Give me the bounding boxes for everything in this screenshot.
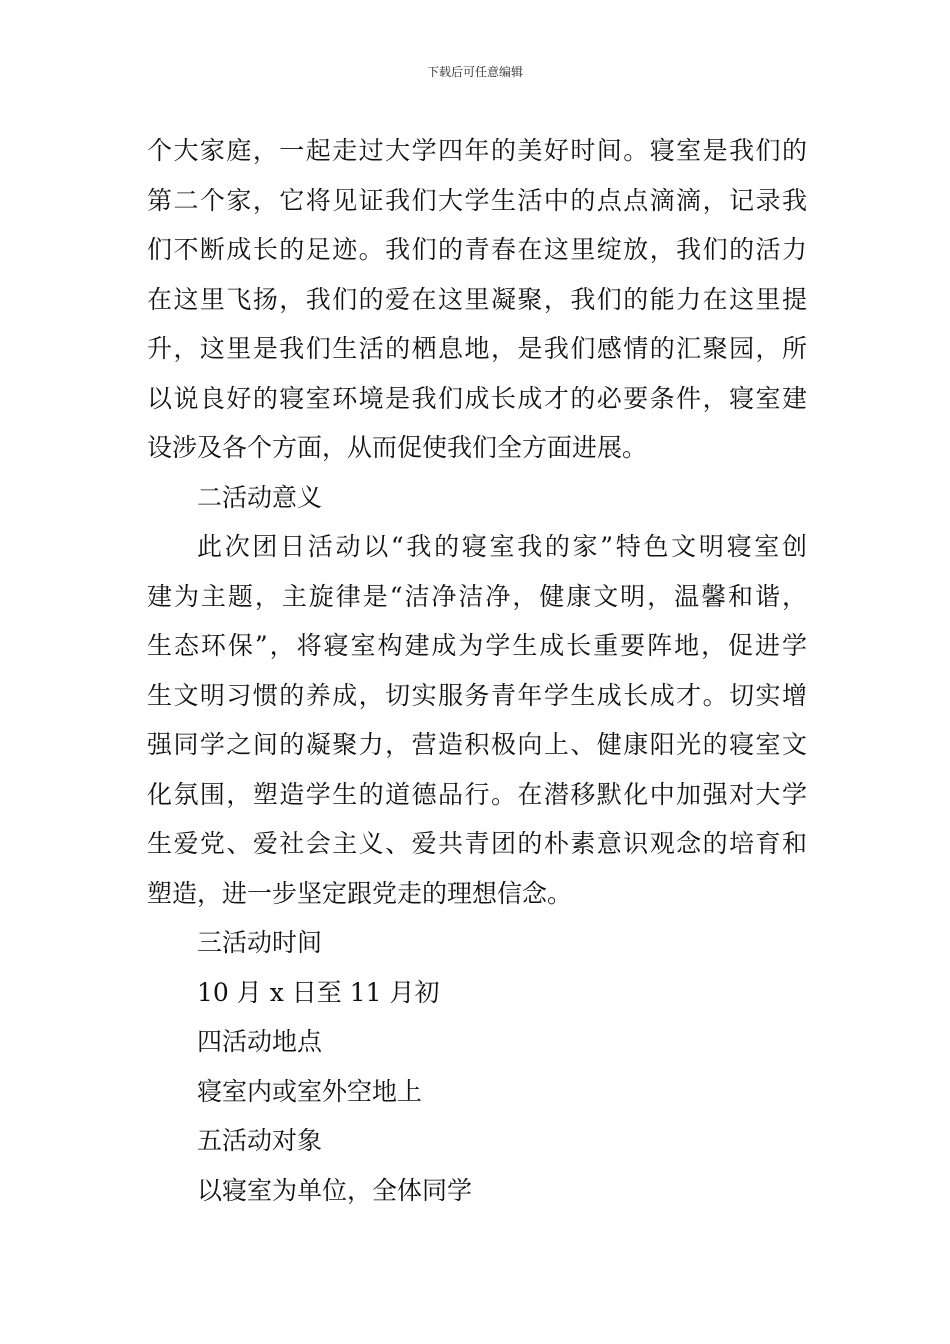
text-line: 生爱党、爱社会主义、爱共青团的朴素意识观念的培育和 [147, 829, 807, 858]
text-line: 第二个家，它将见证我们大学生活中的点点滴滴，记录我 [147, 185, 807, 215]
section-heading-time: 三活动时间 [197, 928, 323, 957]
text-line: 们不断成长的足迹。我们的青春在这里绽放，我们的活力 [147, 235, 807, 264]
text-line: 建为主题，主旋律是“洁净洁净，健康文明，温馨和谐， [147, 581, 807, 611]
text-line: 在这里飞扬，我们的爱在这里凝聚，我们的能力在这里提 [147, 284, 807, 314]
paragraph-intro [147, 126, 807, 473]
text-line: 强同学之间的凝聚力，营造积极向上、健康阳光的寝室文 [147, 730, 807, 759]
text-line: 生态环保”，将寝室构建成为学生成长重要阵地，促进学 [147, 631, 807, 660]
text-line: 升，这里是我们生活的栖息地，是我们感情的汇聚园，所 [147, 334, 807, 363]
document-body [147, 126, 807, 1215]
text-line: 生文明习惯的养成，切实服务青年学生成长成才。切实增 [147, 680, 807, 710]
text-line: 塑造，进一步坚定跟党走的理想信念。 [147, 878, 573, 908]
section-heading-significance: 二活动意义 [197, 482, 323, 512]
page-header: 下载后可任意编辑 [426, 65, 523, 79]
text-line: 此次团日活动以“我的寝室我的家”特色文明寝室创 [197, 532, 807, 561]
section-value-time: 10 月 x 日至 11 月初 [197, 977, 440, 1007]
text-line: 个大家庭，一起走过大学四年的美好时间。寝室是我们的 [147, 136, 807, 165]
section-heading-audience: 五活动对象 [197, 1126, 323, 1155]
paragraph-significance [147, 522, 807, 918]
section-value-location: 寝室内或室外空地上 [197, 1076, 423, 1106]
section-value-audience: 以寝室为单位，全体同学 [197, 1175, 473, 1205]
section-heading-location: 四活动地点 [197, 1027, 323, 1056]
text-line: 以说良好的寝室环境是我们成长成才的必要条件，寝室建 [147, 383, 807, 413]
text-line: 化氛围，塑造学生的道德品行。在潜移默化中加强对大学 [147, 779, 807, 809]
text-line: 设涉及各个方面，从而促使我们全方面进展。 [147, 433, 648, 462]
